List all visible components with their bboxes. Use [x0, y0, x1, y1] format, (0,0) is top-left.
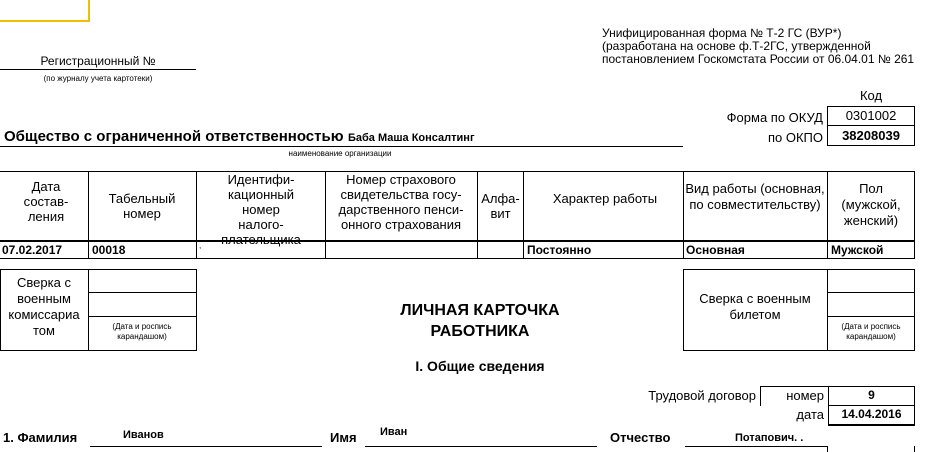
okpo-value: 38208039	[842, 128, 900, 143]
surname-label: 1. Фамилия	[3, 430, 78, 445]
selected-cell-fragment	[0, 0, 90, 22]
card-title-line2: РАБОТНИКА	[430, 323, 530, 340]
value-personnel-number: 00018	[92, 243, 126, 257]
value-date: 07.02.2017	[2, 243, 63, 257]
header-work-nature: Характер работы	[552, 191, 658, 206]
registration-label: Регистрационный №	[40, 54, 156, 68]
registration-hint: (по журналу учета картотеки)	[43, 74, 153, 83]
name-label: Имя	[330, 430, 357, 445]
patronymic-underline	[685, 446, 827, 447]
military-check-right	[683, 269, 915, 351]
form-header-line3: постановлением Госкомстата России от 06.04.01 № 261	[602, 52, 915, 66]
okpo-label: по ОКПО	[767, 130, 823, 145]
value-inn: ,	[199, 241, 202, 250]
organization-name: Баба Маша Консалтинг	[347, 132, 475, 144]
form-header-line1: Унифицированная форма № Т-2 ГС (ВУР*)	[602, 26, 842, 40]
header-insurance-number: Номер страхового свидетельства госу-дарственного пенси-онного страхования	[338, 172, 464, 232]
header-date: Дата состав-ления	[23, 179, 69, 224]
organization-caption: наименование организации	[288, 149, 392, 158]
patronymic-label: Отчество	[610, 430, 671, 445]
main-table	[0, 171, 914, 259]
card-title-line1: ЛИЧНАЯ КАРТОЧКА	[400, 302, 560, 319]
contract-label: Трудовой договор	[648, 388, 756, 403]
value-gender: Мужской	[831, 243, 884, 257]
contract-date-label: дата	[796, 407, 824, 422]
value-work-type: Основная	[686, 243, 745, 257]
patronymic-value: Потапович. .	[735, 432, 804, 444]
section-title: I. Общие сведения	[415, 358, 545, 374]
organization-prefix: Общество с ограниченной ответственностью	[4, 128, 344, 145]
military-check-right-hint: (Дата и роспись карандашом)	[841, 322, 901, 341]
contract-box	[760, 386, 915, 426]
contract-number-value: 9	[868, 388, 875, 402]
header-personnel-number: Табельный номер	[108, 191, 176, 221]
header-gender: Пол (мужской, женский)	[841, 181, 901, 228]
military-check-left-hint: (Дата и роспись карандашом)	[112, 322, 172, 341]
surname-value: Иванов	[123, 429, 164, 441]
okud-value-cell	[827, 106, 915, 126]
contract-number-label: номер	[786, 388, 824, 403]
codes-title: Код	[859, 88, 883, 103]
okpo-value-cell	[827, 125, 915, 146]
header-inn: Идентифи-кационный номер налого-плательщика	[221, 172, 301, 247]
organization-underline	[0, 146, 683, 147]
name-value: Иван	[380, 426, 408, 438]
form-header-line2: (разработана на основе ф.Т-2ГС, утвержденной	[602, 39, 871, 53]
registration-underline	[0, 69, 196, 70]
organization-line	[4, 128, 684, 146]
name-underline	[365, 446, 597, 447]
patronymic-box-right	[914, 446, 915, 452]
form-header	[602, 27, 914, 66]
surname-underline	[90, 446, 322, 447]
military-check-left	[0, 269, 196, 351]
patronymic-box-left	[827, 446, 828, 452]
okud-value: 0301002	[845, 108, 897, 123]
military-check-left-label: Сверка с военным комиссариа том	[8, 275, 80, 338]
military-check-right-label: Сверка с военным билетом	[699, 291, 811, 322]
header-alphabet: Алфа-вит	[481, 191, 520, 221]
contract-date-value: 14.04.2016	[841, 407, 902, 421]
okud-label: Форма по ОКУД	[726, 110, 823, 125]
header-work-type: Вид работы (основная, по совместительству)	[685, 181, 825, 212]
value-work-nature: Постоянно	[527, 243, 592, 257]
